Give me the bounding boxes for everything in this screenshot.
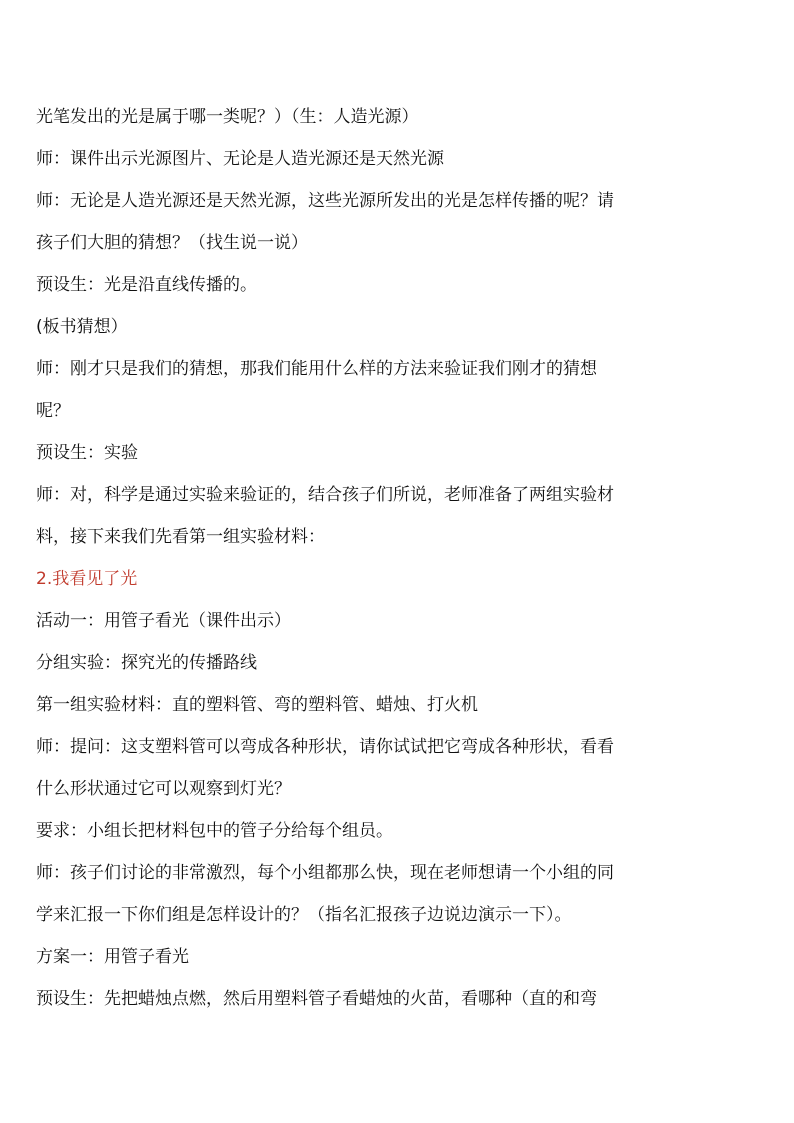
text-line: 呢？ <box>36 401 70 421</box>
document-body <box>36 96 716 1020</box>
text-line: 预设生：光是沿直线传播的。 <box>36 275 257 295</box>
text-line: (板书猜想） <box>36 317 128 337</box>
text-line: 预设生：实验 <box>36 443 138 463</box>
section-heading: 2.我看见了光 <box>36 569 138 589</box>
text-line: 师：提问：这支塑料管可以弯成各种形状，请你试试把它弯成各种形状，看看 <box>36 737 614 757</box>
text-line: 师：孩子们讨论的非常激烈，每个小组都那么快，现在老师想请一个小组的同 <box>36 863 614 883</box>
text-line: 料，接下来我们先看第一组实验材料： <box>36 527 325 547</box>
text-line: 学来汇报一下你们组是怎样设计的？（指名汇报孩子边说边演示一下）。 <box>36 905 572 925</box>
text-line: 要求：小组长把材料包中的管子分给每个组员。 <box>36 821 393 841</box>
text-line: 师：无论是人造光源还是天然光源，这些光源所发出的光是怎样传播的呢？请 <box>36 191 614 211</box>
text-line: 光笔发出的光是属于哪一类呢？）（生：人造光源） <box>36 107 419 127</box>
text-line: 活动一：用管子看光（课件出示） <box>36 611 291 631</box>
text-line: 师：对，科学是通过实验来验证的，结合孩子们所说，老师准备了两组实验材 <box>36 485 614 505</box>
text-line: 孩子们大胆的猜想？（找生说一说） <box>36 233 308 253</box>
text-line: 师：课件出示光源图片、无论是人造光源还是天然光源 <box>36 149 444 169</box>
text-line: 师：刚才只是我们的猜想，那我们能用什么样的方法来验证我们刚才的猜想 <box>36 359 597 379</box>
text-line: 分组实验：探究光的传播路线 <box>36 653 257 673</box>
text-line: 方案一：用管子看光 <box>36 947 189 967</box>
text-line: 第一组实验材料：直的塑料管、弯的塑料管、蜡烛、打火机 <box>36 695 478 715</box>
text-line: 预设生：先把蜡烛点燃，然后用塑料管子看蜡烛的火苗，看哪种（直的和弯 <box>36 989 597 1009</box>
text-line: 什么形状通过它可以观察到灯光？ <box>36 779 291 799</box>
